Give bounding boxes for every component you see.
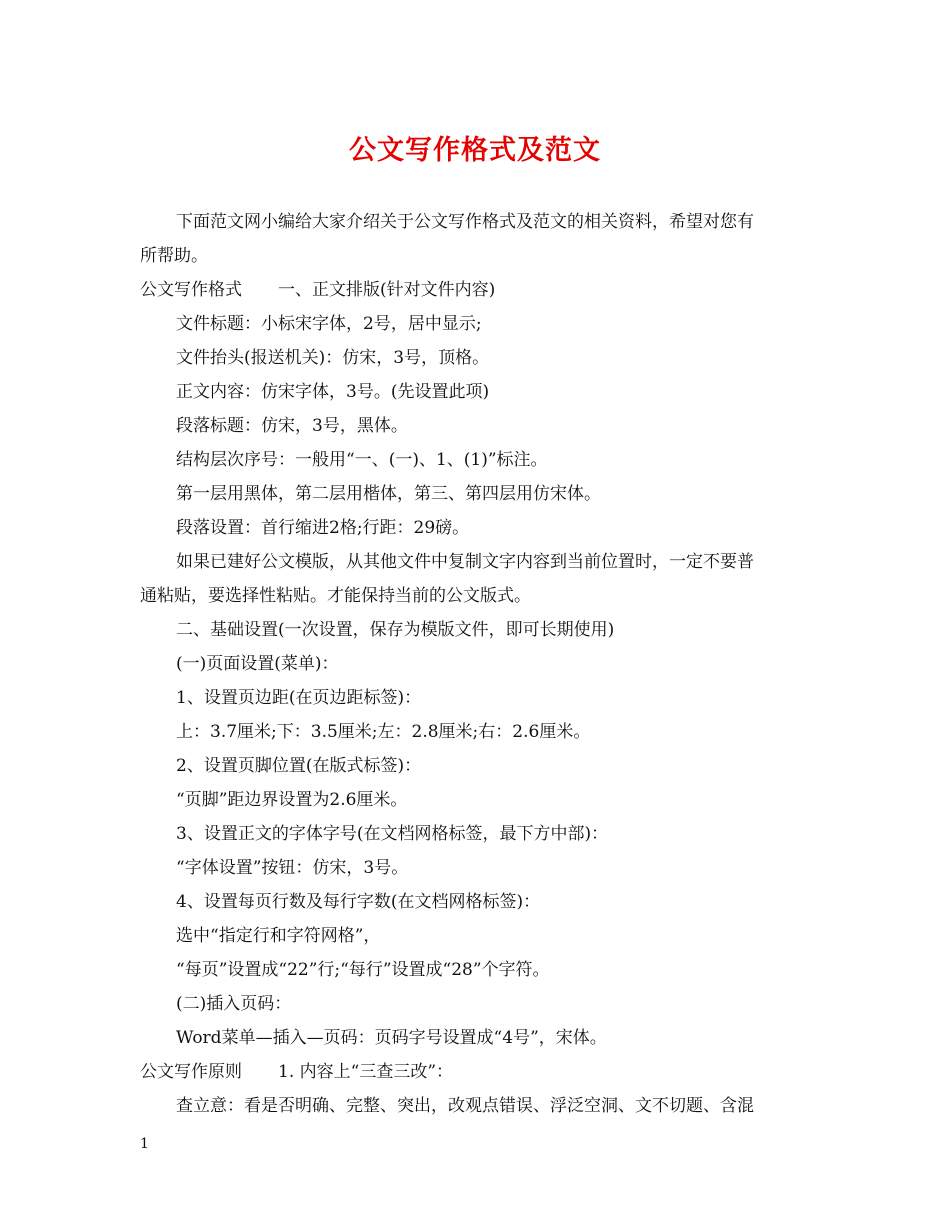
body-line: (一)页面设置(菜单)：: [176, 654, 339, 674]
body-line: 2、设置页脚位置(在版式标签)：: [176, 756, 422, 776]
body-line: 二、基础设置(一次设置，保存为模版文件，即可长期使用): [176, 620, 615, 640]
section-heading: 一、正文排版(针对文件内容): [278, 280, 496, 300]
section-heading: 1. 内容上“三查三改”：: [278, 1062, 454, 1082]
body-line: 文件抬头(报送机关)：仿宋，3号，顶格。: [176, 348, 490, 368]
section-heading-line: [140, 273, 812, 307]
body-line: 如果已建好公文模版，从其他文件中复制文字内容到当前位置时，一定不要普: [176, 552, 754, 572]
body-line: 上：3.7厘米;下：3.5厘米;左：2.8厘米;右：2.6厘米。: [176, 722, 591, 742]
document-body: [140, 205, 812, 1123]
section-label: 公文写作格式: [140, 280, 242, 300]
body-line: 4、设置每页行数及每行字数(在文档网格标签)：: [176, 892, 541, 912]
body-line: “每页”设置成“22”行;“每行”设置成“28”个字符。: [176, 960, 550, 980]
body-line: 所帮助。: [140, 246, 208, 266]
body-line: 1、设置页边距(在页边距标签)：: [176, 688, 422, 708]
body-line: 正文内容：仿宋字体，3号。(先设置此项): [176, 382, 490, 402]
body-line: 段落设置：首行缩进2格;行距：29磅。: [176, 518, 470, 538]
page-number: 1: [140, 1136, 149, 1152]
body-line: (二)插入页码：: [176, 994, 292, 1014]
section-heading-line: [140, 1055, 812, 1089]
body-line: Word菜单—插入—页码：页码字号设置成“4号”，宋体。: [176, 1028, 607, 1048]
body-line: 选中“指定行和字符网格”，: [176, 926, 381, 946]
section-label: 公文写作原则: [140, 1062, 242, 1082]
body-line: 3、设置正文的字体字号(在文档网格标签，最下方中部)：: [176, 824, 609, 844]
body-line: 通粘贴，要选择性粘贴。才能保持当前的公文版式。: [140, 586, 531, 606]
body-line: 段落标题：仿宋，3号，黑体。: [176, 416, 408, 436]
body-line: 结构层次序号：一般用“一、(一)、1、(1)”标注。: [176, 450, 548, 470]
body-line: “页脚”距边界设置为2.6厘米。: [176, 790, 408, 810]
body-line: “字体设置”按钮：仿宋，3号。: [176, 858, 409, 878]
document-title: 公文写作格式及范文: [349, 135, 601, 166]
body-line: 文件标题：小标宋字体，2号，居中显示;: [176, 314, 482, 334]
body-line: 第一层用黑体，第二层用楷体，第三、第四层用仿宋体。: [176, 484, 601, 504]
body-line: 查立意：看是否明确、完整、突出，改观点错误、浮泛空洞、文不切题、含混: [176, 1096, 754, 1116]
body-line: 下面范文网小编给大家介绍关于公文写作格式及范文的相关资料，希望对您有: [176, 212, 754, 232]
